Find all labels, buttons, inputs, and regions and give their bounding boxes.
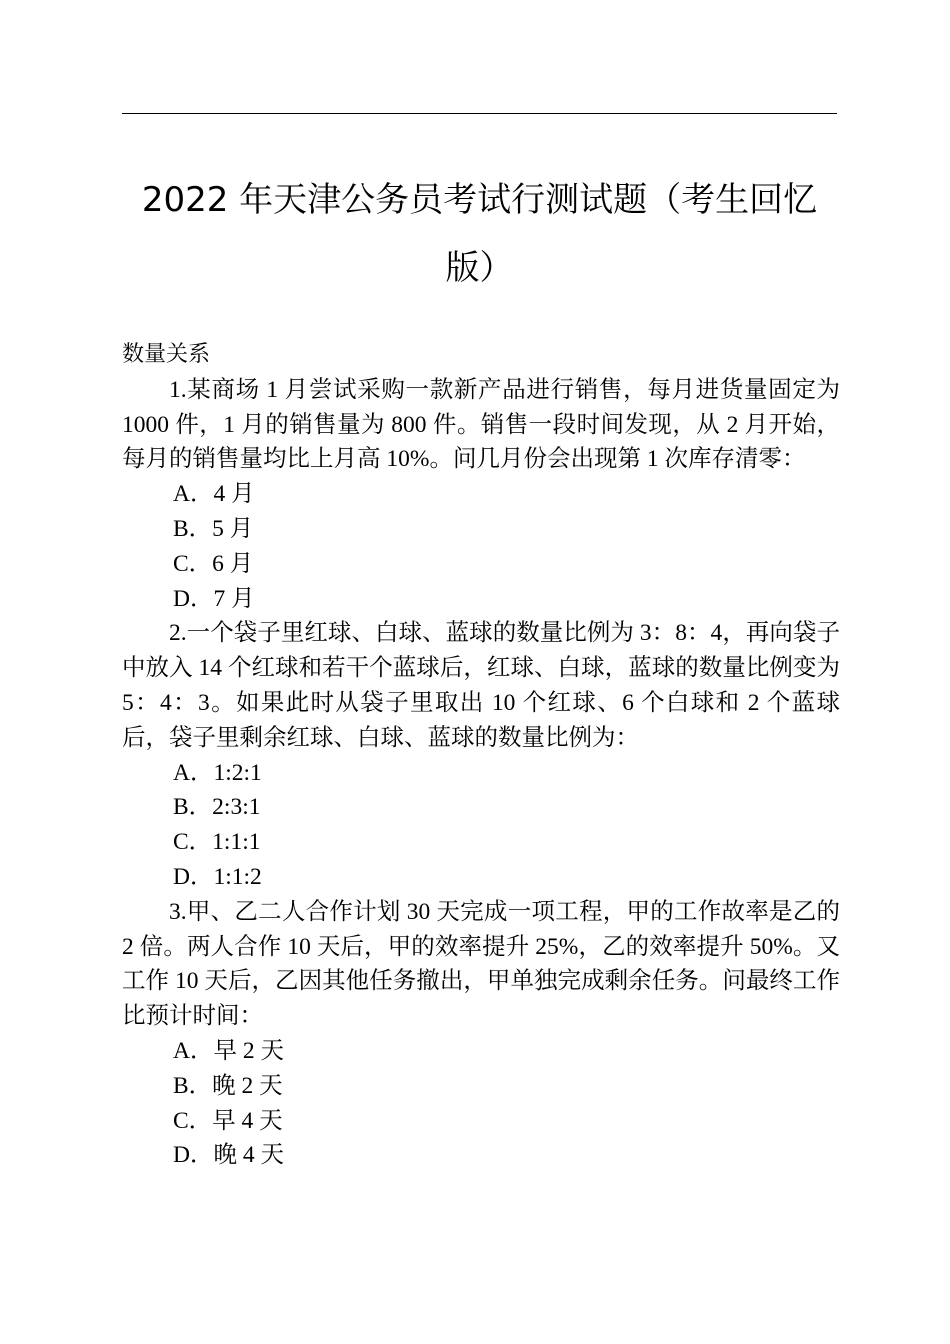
- option-c: C．1:1:1: [173, 829, 261, 856]
- question-stem: 2.一个袋子里红球、白球、蓝球的数量比例为 3：8：4，再向袋子中放入 14 个红球和若干个蓝球后，红球、白球，蓝球的数量比例变为 5：4：3。如果此时从袋子里取出 10 个红球、6 个白球和 2 个蓝球后，袋子里剩余红球、白球、蓝球的数量比例为：: [122, 620, 840, 751]
- option-d: D．7 月: [173, 585, 255, 612]
- option-a: A．1:2:1: [173, 759, 262, 786]
- option-b: B．2:3:1: [173, 794, 261, 821]
- option-d: D．1:1:2: [173, 863, 262, 890]
- option-a: A．4 月: [173, 481, 255, 508]
- question-3: [122, 895, 840, 1173]
- question-2: [122, 616, 840, 894]
- section-heading: 数量关系: [122, 342, 211, 367]
- question-stem: 1.某商场 1 月尝试采购一款新产品进行销售，每月进货量固定为 1000 件，1 月的销售量为 800 件。销售一段时间发现，从 2 月开始，每月的销售量均比上月高 10%。问几月份会出现第 1 次库存清零：: [122, 376, 840, 473]
- header-rule: [122, 113, 837, 114]
- option-b: B．晚 2 天: [173, 1072, 283, 1099]
- document-title: [122, 166, 837, 302]
- option-d: D．晚 4 天: [173, 1142, 284, 1169]
- question-1: [122, 373, 840, 617]
- option-b: B．5 月: [173, 515, 254, 542]
- option-c: C．6 月: [173, 550, 254, 577]
- option-a: A．早 2 天: [173, 1037, 284, 1064]
- option-c: C．早 4 天: [173, 1107, 283, 1134]
- title-line-2: 版）: [445, 248, 514, 288]
- question-stem: 3.甲、乙二人合作计划 30 天完成一项工程，甲的工作故率是乙的 2 倍。两人合作 10 天后，甲的效率提升 25%，乙的效率提升 50%。又工作 10 天后，乙因其他任务撤出，甲单独完成剩余任务。问最终工作比预计时间：: [122, 898, 840, 1030]
- document-body: [122, 338, 840, 1173]
- title-line-1: 2022 年天津公务员考试行测试题（考生回忆: [141, 180, 818, 220]
